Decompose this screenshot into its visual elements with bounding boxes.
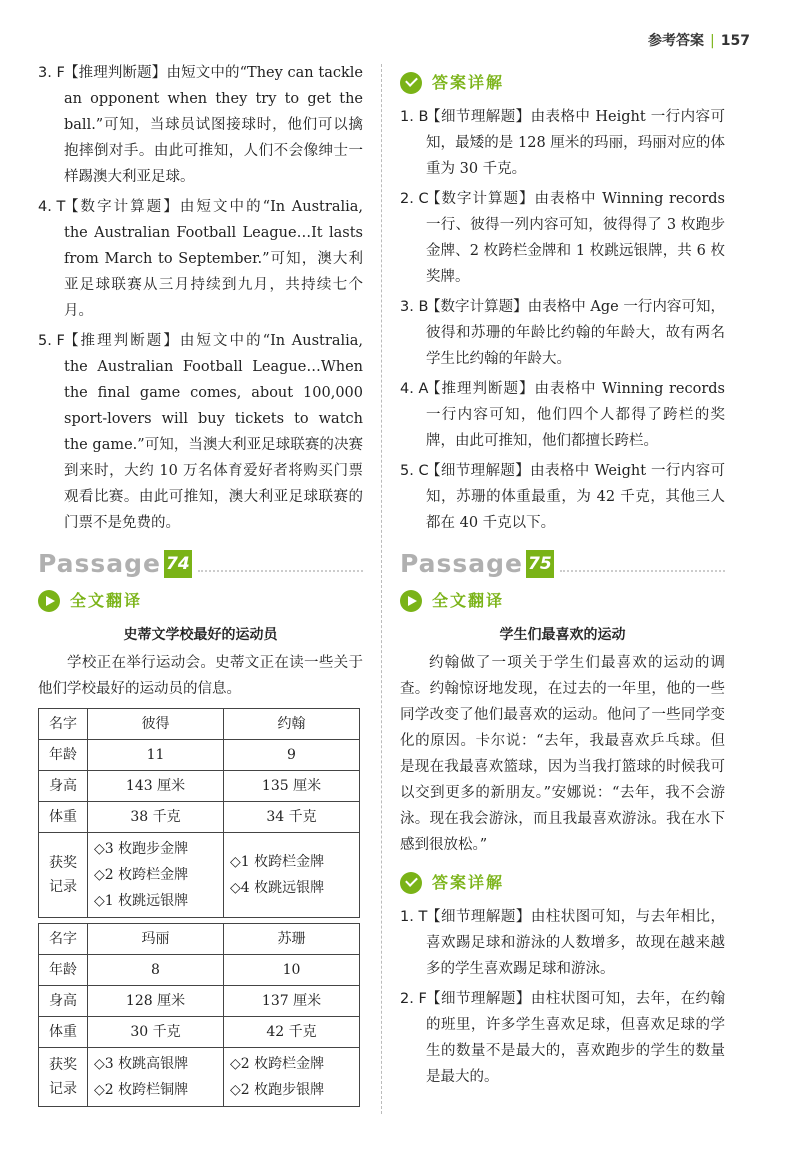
table-row bbox=[39, 740, 360, 771]
dotted-rule bbox=[198, 556, 363, 572]
question-type: 【推理判断题】 bbox=[64, 333, 180, 349]
passage-label: Passage bbox=[400, 549, 524, 578]
question-type: 【细节理解题】 bbox=[426, 109, 531, 125]
table-row bbox=[39, 709, 360, 740]
table-cell: 年龄 bbox=[39, 740, 88, 771]
question-type: 【细节理解题】 bbox=[426, 991, 531, 1007]
table-cell: 8 bbox=[88, 955, 224, 986]
section-label: 全文翻译 bbox=[432, 591, 505, 610]
answer-number: 4. T bbox=[38, 199, 66, 215]
table-row bbox=[39, 924, 360, 955]
section-label: 全文翻译 bbox=[70, 591, 143, 610]
award-entry: ◇2 枚跨栏金牌 bbox=[94, 867, 189, 883]
award-label-line: 获奖 bbox=[49, 1057, 77, 1073]
table-cell: 苏珊 bbox=[224, 924, 360, 955]
answer-text: 由柱状图可知，与去年相比，喜欢踢足球和游泳的人数增多，故现在越来越多的学生喜欢踢足球和游泳。 bbox=[426, 909, 726, 977]
question-type: 【细节理解题】 bbox=[426, 909, 531, 925]
left-column bbox=[38, 60, 363, 1107]
award-entry: ◇3 枚跑步金牌 bbox=[94, 841, 189, 857]
answer-number: 2. C bbox=[400, 191, 429, 207]
question-type: 【数字计算题】 bbox=[426, 299, 528, 315]
table-cell: 11 bbox=[88, 740, 224, 771]
table-cell: 42 千克 bbox=[224, 1017, 360, 1048]
answer-item bbox=[400, 458, 725, 536]
answer-number: 5. C bbox=[400, 463, 429, 479]
article-intro: 学校正在举行运动会。史蒂文正在读一些关于他们学校最好的运动员的信息。 bbox=[38, 655, 363, 697]
passage-75-heading bbox=[400, 550, 725, 578]
answer-text: 由表格中 Winning records 一行、彼得一列内容可知，彼得得了 3 枚跑步金牌、2 枚跨栏金牌和 1 枚跳远银牌，共 6 枚奖牌。 bbox=[426, 191, 726, 285]
column-divider bbox=[381, 64, 382, 1114]
answer-text: 由短文中的“In Australia, the Australian Football League…It lasts from March to September.”可知，澳大利亚足球联赛从三月持续到九月，共持续七个月。 bbox=[64, 199, 363, 319]
play-icon bbox=[400, 590, 422, 612]
table-cell: 体重 bbox=[39, 1017, 88, 1048]
answer-item bbox=[38, 60, 363, 190]
table-cell bbox=[88, 833, 224, 918]
answer-number: 3. B bbox=[400, 299, 429, 315]
table-cell: 身高 bbox=[39, 986, 88, 1017]
question-type: 【推理判断题】 bbox=[426, 381, 535, 397]
award-entry: ◇2 枚跑步银牌 bbox=[230, 1082, 325, 1098]
answer-item bbox=[400, 104, 725, 182]
answer-text: 由表格中 Weight 一行内容可知，苏珊的体重最重，为 42 千克，其他三人都在 40 千克以下。 bbox=[426, 463, 726, 531]
header-separator: | bbox=[710, 33, 715, 49]
award-entry: ◇3 枚跳高银牌 bbox=[94, 1056, 189, 1072]
answer-text: 由柱状图可知，去年，在约翰的班里，许多学生喜欢足球，但喜欢足球的学生的数量不是最大的，喜欢跑步的学生的数量是最大的。 bbox=[426, 991, 726, 1085]
table-cell bbox=[224, 833, 360, 918]
award-entry: ◇4 枚跳远银牌 bbox=[230, 880, 325, 896]
table-cell: 玛丽 bbox=[88, 924, 224, 955]
table-row bbox=[39, 1017, 360, 1048]
award-entry: ◇2 枚跨栏金牌 bbox=[230, 1056, 325, 1072]
award-entry: ◇1 枚跨栏金牌 bbox=[230, 854, 325, 870]
passage-label: Passage bbox=[38, 549, 162, 578]
dotted-rule bbox=[560, 556, 725, 572]
answer-item bbox=[38, 194, 363, 324]
question-type: 【推理判断题】 bbox=[64, 65, 167, 81]
article-title: 史蒂文学校最好的运动员 bbox=[123, 627, 278, 643]
translation-heading bbox=[38, 588, 363, 614]
page-header bbox=[648, 30, 750, 50]
passage-number: 74 bbox=[164, 550, 192, 578]
play-icon bbox=[38, 590, 60, 612]
answer-text: 由短文中的“They can tackle an opponent when they try to get the ball.”可知，当球员试图接球时，他们可以擒抱摔倒对手。由此可推知，人们不会像绅士一样踢澳大利亚足球。 bbox=[64, 65, 363, 185]
section-name: 参考答案 bbox=[648, 33, 705, 49]
table-cell: 143 厘米 bbox=[88, 771, 224, 802]
answer-item bbox=[400, 986, 725, 1090]
passage-number: 75 bbox=[526, 550, 554, 578]
answer-text: 由表格中 Height 一行内容可知，最矮的是 128 厘米的玛丽，玛丽对应的体重为 30 千克。 bbox=[426, 109, 726, 177]
table-cell: 名字 bbox=[39, 924, 88, 955]
table-cell: 名字 bbox=[39, 709, 88, 740]
answer-text: 由表格中 Age 一行内容可知，彼得和苏珊的年龄比约翰的年龄大，故有两名学生比约翰的年龄大。 bbox=[426, 299, 725, 367]
table-cell: 彼得 bbox=[88, 709, 224, 740]
answer-number: 1. B bbox=[400, 109, 429, 125]
table-row bbox=[39, 986, 360, 1017]
section-label: 答案详解 bbox=[432, 73, 505, 92]
table-cell: 128 厘米 bbox=[88, 986, 224, 1017]
check-icon bbox=[400, 872, 422, 894]
table-row bbox=[39, 833, 360, 918]
answer-item bbox=[400, 186, 725, 290]
athlete-table bbox=[38, 708, 360, 1107]
table-row bbox=[39, 1048, 360, 1107]
answer-text: 由短文中的“In Australia, the Australian Football League…When the final game comes, about 100,000 sport-lovers will buy tickets to watch the game.”可知，当澳大利亚足球联赛的决赛到来时，大约 10 万名体育爱好者将购买门票观看比赛。由此可推知，澳大利亚足球联赛的门票不是免费的。 bbox=[64, 333, 363, 531]
table-cell: 9 bbox=[224, 740, 360, 771]
award-entry: ◇1 枚跳远银牌 bbox=[94, 893, 189, 909]
page-number: 157 bbox=[720, 33, 750, 49]
passage-74-heading bbox=[38, 550, 363, 578]
table-row bbox=[39, 955, 360, 986]
answer-number: 3. F bbox=[38, 65, 65, 81]
table-cell: 38 千克 bbox=[88, 802, 224, 833]
award-label-line: 获奖 bbox=[49, 855, 77, 871]
question-type: 【数字计算题】 bbox=[426, 191, 535, 207]
table-cell: 身高 bbox=[39, 771, 88, 802]
answer-item bbox=[400, 294, 725, 372]
answer-item bbox=[400, 376, 725, 454]
answer-number: 2. F bbox=[400, 991, 427, 1007]
right-column bbox=[400, 70, 725, 1094]
table-cell bbox=[39, 1048, 88, 1107]
table-cell: 135 厘米 bbox=[224, 771, 360, 802]
award-label-line: 记录 bbox=[49, 1081, 77, 1097]
article-text: 约翰做了一项关于学生们最喜欢的运动的调查。约翰惊讶地发现，在过去的一年里，他的一些同学改变了他们最喜欢的运动。他问了一些同学变化的原因。卡尔说：“去年，我最喜欢乒乓球。但是现在我最喜欢篮球，因为当我打篮球的时候我可以交到更多的新朋友。”安娜说：“去年，我不会游泳。现在我会游泳，而且我最喜欢游泳。我在水下感到很放松。” bbox=[400, 655, 725, 853]
answers-heading bbox=[400, 870, 725, 896]
award-label-line: 记录 bbox=[49, 879, 77, 895]
table-cell: 10 bbox=[224, 955, 360, 986]
article-title: 学生们最喜欢的运动 bbox=[499, 627, 626, 643]
answer-item bbox=[38, 328, 363, 536]
answers-heading bbox=[400, 70, 725, 96]
table-cell: 约翰 bbox=[224, 709, 360, 740]
section-label: 答案详解 bbox=[432, 873, 505, 892]
table-cell bbox=[39, 833, 88, 918]
question-type: 【细节理解题】 bbox=[426, 463, 531, 479]
table-cell bbox=[88, 1048, 224, 1107]
table-cell bbox=[224, 1048, 360, 1107]
check-icon bbox=[400, 72, 422, 94]
answer-text: 由表格中 Winning records 一行内容可知，他们四个人都得了跨栏的奖牌，由此可推知，他们都擅长跨栏。 bbox=[426, 381, 726, 449]
translation-heading bbox=[400, 588, 725, 614]
award-entry: ◇2 枚跨栏铜牌 bbox=[94, 1082, 189, 1098]
table-cell: 30 千克 bbox=[88, 1017, 224, 1048]
question-type: 【数字计算题】 bbox=[64, 199, 180, 215]
answer-number: 1. T bbox=[400, 909, 428, 925]
answer-number: 5. F bbox=[38, 333, 65, 349]
table-cell: 137 厘米 bbox=[224, 986, 360, 1017]
table-row bbox=[39, 802, 360, 833]
answer-number: 4. A bbox=[400, 381, 429, 397]
table-cell: 年龄 bbox=[39, 955, 88, 986]
answer-item bbox=[400, 904, 725, 982]
table-row bbox=[39, 771, 360, 802]
table-cell: 体重 bbox=[39, 802, 88, 833]
table-cell: 34 千克 bbox=[224, 802, 360, 833]
